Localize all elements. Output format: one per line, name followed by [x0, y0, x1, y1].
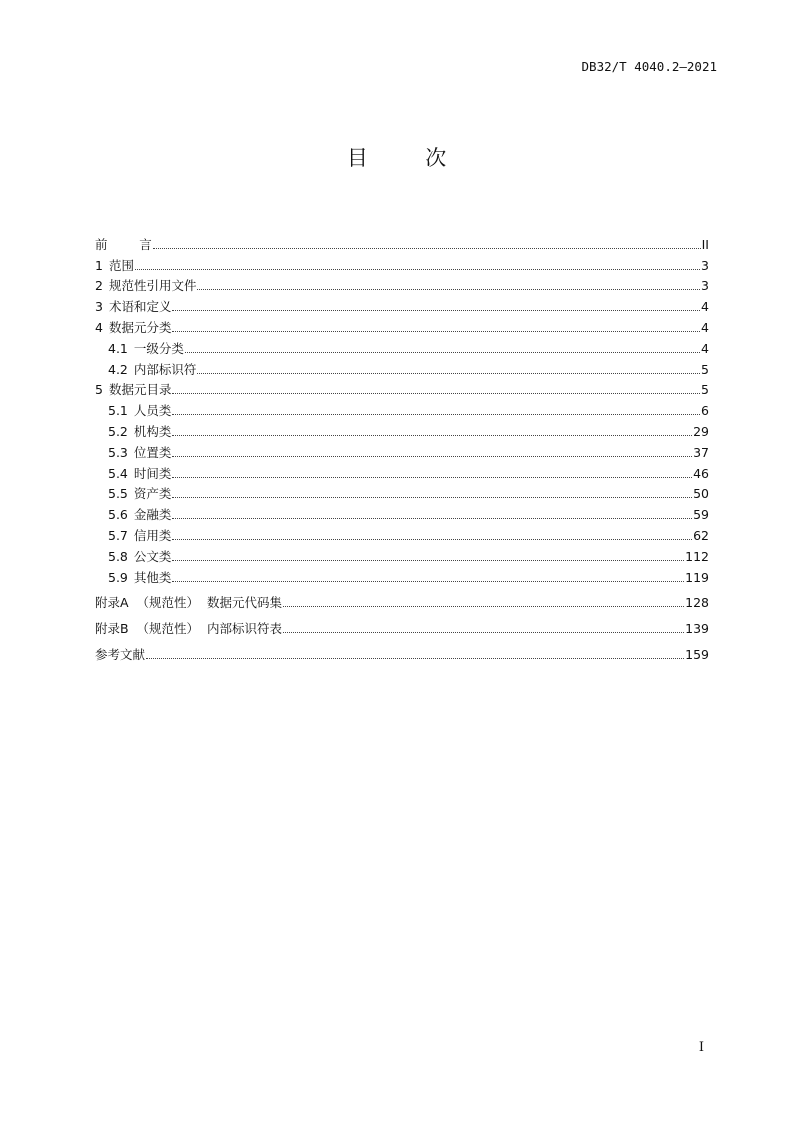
toc-entry-number: 3 [95, 299, 103, 315]
toc-entry-label: 公文类 [133, 548, 172, 564]
toc-entry[interactable] [95, 294, 709, 315]
toc-dot-leader [172, 496, 692, 498]
toc-dot-leader [172, 476, 692, 478]
toc-dot-leader [172, 413, 700, 415]
toc-entry-page: 62 [693, 527, 709, 543]
page-title-char-1: 目 [346, 146, 368, 170]
toc-entry[interactable] [95, 565, 709, 586]
toc-entry-label: 范围 [108, 257, 134, 273]
toc-dot-leader [153, 247, 701, 249]
toc-entry[interactable] [95, 253, 709, 274]
toc-entry[interactable] [95, 378, 709, 399]
toc-entry-label: 其他类 [133, 569, 172, 585]
toc-entry-label: 机构类 [133, 423, 172, 439]
page-title-char-2: 次 [425, 146, 447, 170]
toc-entry[interactable] [95, 523, 709, 544]
toc-entry-page: 4 [701, 319, 709, 335]
toc-entry-label: 附录B （规范性） 内部标识符表 [95, 621, 282, 637]
toc-entry-page: 46 [693, 465, 709, 481]
toc-dot-leader [172, 455, 692, 457]
toc-entry-number: 4.2 [108, 361, 128, 377]
toc-entry-number: 5 [95, 382, 103, 398]
toc-entry-page: 4 [701, 299, 709, 315]
toc-entry-number: 5.2 [108, 423, 128, 439]
toc-entry-page: 5 [701, 382, 709, 398]
toc-dot-leader [172, 330, 700, 332]
toc-entry-label: 信用类 [133, 527, 172, 543]
toc-dot-leader [172, 434, 692, 436]
table-of-contents [95, 232, 709, 663]
page-number: I [698, 1040, 704, 1055]
toc-entry-page: 3 [701, 278, 709, 294]
toc-entry-label: 附录A （规范性） 数据元代码集 [95, 595, 282, 611]
toc-entry-page: 59 [693, 507, 709, 523]
toc-dot-leader [197, 288, 700, 290]
toc-entry-number: 5.4 [108, 465, 128, 481]
toc-dot-leader [172, 392, 700, 394]
toc-dot-leader [146, 657, 684, 659]
toc-entry[interactable] [95, 274, 709, 295]
toc-entry[interactable] [95, 398, 709, 419]
toc-entry[interactable] [95, 502, 709, 523]
toc-entry-page: 50 [693, 486, 709, 502]
toc-entry-label: 规范性引用文件 [108, 278, 197, 294]
toc-entry-page: 119 [685, 569, 709, 585]
toc-dot-leader [172, 309, 700, 311]
toc-entry[interactable] [95, 232, 709, 253]
toc-dot-leader [172, 538, 692, 540]
toc-entry[interactable] [95, 482, 709, 503]
toc-entry-number: 2 [95, 278, 103, 294]
toc-dot-leader [172, 580, 684, 582]
toc-entry-page: 139 [685, 621, 709, 637]
toc-entry[interactable] [95, 544, 709, 565]
toc-dot-leader [135, 268, 700, 270]
toc-dot-leader [197, 372, 700, 374]
toc-entry[interactable] [95, 336, 709, 357]
toc-entry-page: 6 [701, 403, 709, 419]
toc-entry-page: 37 [693, 444, 709, 460]
toc-entry-label: 金融类 [133, 507, 172, 523]
toc-entry[interactable] [95, 440, 709, 461]
toc-entry-label: 内部标识符 [133, 361, 197, 377]
toc-entry-label: 前 言 [95, 236, 152, 252]
toc-dot-leader [185, 351, 700, 353]
toc-entry-label: 人员类 [133, 403, 172, 419]
toc-dot-leader [172, 517, 692, 519]
toc-entry-label: 数据元目录 [108, 382, 172, 398]
toc-dot-leader [283, 605, 684, 607]
toc-entry-label: 参考文献 [95, 646, 146, 662]
toc-entry[interactable] [95, 616, 709, 637]
toc-entry-page: 29 [693, 423, 709, 439]
toc-entry-number: 5.7 [108, 527, 128, 543]
toc-entry-page: 3 [701, 257, 709, 273]
toc-entry[interactable] [95, 642, 709, 663]
toc-entry-page: 4 [701, 340, 709, 356]
toc-entry-label: 一级分类 [133, 340, 184, 356]
toc-dot-leader [172, 559, 684, 561]
toc-entry-number: 4.1 [108, 340, 128, 356]
toc-entry-label: 时间类 [133, 465, 172, 481]
toc-entry-number: 5.3 [108, 444, 128, 460]
toc-dot-leader [283, 631, 684, 633]
toc-entry-page: 159 [685, 646, 709, 662]
toc-entry-number: 5.6 [108, 507, 128, 523]
toc-entry-label: 数据元分类 [108, 319, 172, 335]
toc-entry-number: 5.9 [108, 569, 128, 585]
toc-entry-number: 1 [95, 257, 103, 273]
toc-entry-number: 5.1 [108, 403, 128, 419]
toc-entry-number: 4 [95, 319, 103, 335]
toc-entry-label: 位置类 [133, 444, 172, 460]
toc-entry-label: 术语和定义 [108, 299, 172, 315]
toc-entry-number: 5.5 [108, 486, 128, 502]
toc-entry-page: 112 [685, 548, 709, 564]
toc-entry-number: 5.8 [108, 548, 128, 564]
page-title [0, 142, 793, 172]
toc-entry-page: 128 [685, 595, 709, 611]
toc-entry-page: II [701, 236, 709, 252]
toc-entry[interactable] [95, 357, 709, 378]
toc-entry-label: 资产类 [133, 486, 172, 502]
toc-entry-page: 5 [701, 361, 709, 377]
toc-entry[interactable] [95, 591, 709, 612]
toc-entry[interactable] [95, 461, 709, 482]
toc-entry[interactable] [95, 315, 709, 336]
document-code: DB32/T 4040.2—2021 [581, 59, 717, 74]
toc-entry[interactable] [95, 419, 709, 440]
